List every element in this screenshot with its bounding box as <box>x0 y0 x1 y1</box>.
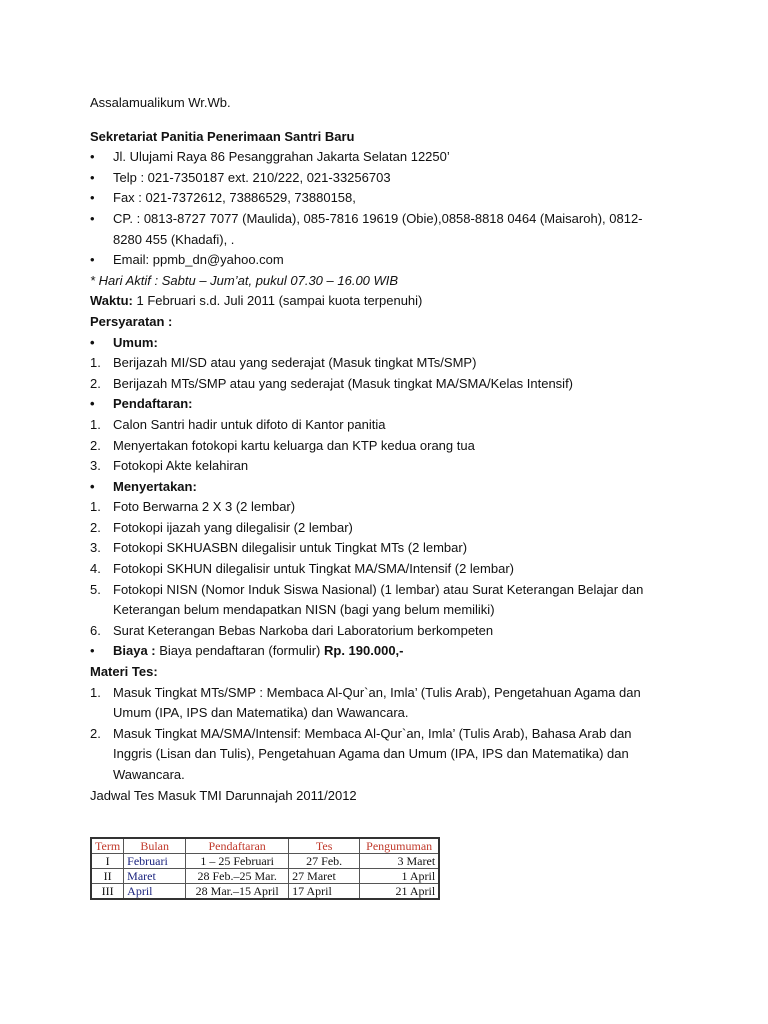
list-item-continued: Keterangan belum mendapatkan NISN (bagi yang belum memiliki) <box>113 602 495 618</box>
list-item: 2. Berijazah MTs/SMP atau yang sederajat (Masuk tingkat MA/SMA/Kelas Intensif) <box>90 375 574 391</box>
list-item-continued: Inggris (Lisan dan Tulis), Pengetahuan Agama dan Umum (IPA, IPS dan Matematika) dan <box>113 746 629 762</box>
schedule-table <box>90 837 440 900</box>
contact-person-continued: 8280 455 (Khadafi), . <box>113 231 235 247</box>
persyaratan-heading: Persyaratan : <box>90 313 173 329</box>
email-item: • Email: ppmb_dn@yahoo.com <box>90 250 670 271</box>
list-item: 3. Fotokopi Akte kelahiran <box>90 458 249 474</box>
schedule-title: Jadwal Tes Masuk TMI Darunnajah 2011/2012 <box>90 787 357 803</box>
list-item: 6. Surat Keterangan Bebas Narkoba dari Laboratorium berkompeten <box>90 622 494 638</box>
fax-item: • Fax : 021-7372612, 73886529, 73880158, <box>90 188 670 209</box>
biaya-label: Biaya : <box>113 643 156 659</box>
document-body <box>90 93 670 806</box>
greeting: Assalamualikum Wr.Wb. <box>90 95 231 110</box>
header-bulan: Bulan <box>124 838 186 854</box>
list-item: 1. Foto Berwarna 2 X 3 (2 lembar) <box>90 499 296 515</box>
list-item: 2. Masuk Tingkat MA/SMA/Intensif: Membaca Al-Qur`an, Imla’ (Tulis Arab), Bahasa Arab dan <box>90 725 632 741</box>
secretariat-heading: Sekretariat Panitia Penerimaan Santri Baru <box>90 128 355 144</box>
table-row: II Maret 28 Feb.–25 Mar. 27 Maret 1 April <box>91 869 439 884</box>
table-row: I Februari 1 – 25 Februari 27 Feb. 3 Maret <box>91 854 439 869</box>
waktu-value: 1 Februari s.d. Juli 2011 (sampai kuota terpenuhi) <box>132 293 423 309</box>
waktu-label: Waktu: <box>90 293 133 309</box>
list-item: 4. Fotokopi SKHUN dilegalisir untuk Tingkat MA/SMA/Intensif (2 lembar) <box>90 561 514 577</box>
materi-heading: Materi Tes: <box>90 664 158 680</box>
pendaftaran-heading: • Pendaftaran: <box>90 394 670 415</box>
list-item: 1. Berijazah MI/SD atau yang sederajat (Masuk tingkat MTs/SMP) <box>90 355 477 371</box>
waktu-line <box>90 291 670 312</box>
menyertakan-heading: • Menyertakan: <box>90 477 670 498</box>
table-header-row <box>91 838 439 854</box>
phone-item: • Telp : 021-7350187 ext. 210/222, 021-33256703 <box>90 168 670 189</box>
list-item-continued: Umum (IPA, IPS dan Matematika) dan Wawancara. <box>113 705 409 721</box>
biaya-text: Biaya pendaftaran (formulir) <box>155 643 324 659</box>
header-pengumuman: Pengumuman <box>360 838 440 854</box>
biaya-line <box>90 641 670 662</box>
table-row: III April 28 Mar.–15 April 17 April 21 April <box>91 884 439 900</box>
header-pendaftaran: Pendaftaran <box>186 838 289 854</box>
contact-person-item: • CP. : 0813-8727 7077 (Maulida), 085-7816 19619 (Obie),0858-8818 0464 (Maisaroh), 0812- <box>90 209 670 230</box>
umum-heading: • Umum: <box>90 333 670 354</box>
header-tes: Tes <box>289 838 360 854</box>
list-item: 1. Calon Santri hadir untuk difoto di Kantor panitia <box>90 416 386 432</box>
address-item: • Jl. Ulujami Raya 86 Pesanggrahan Jakarta Selatan 12250’ <box>90 147 670 168</box>
list-item: 5. Fotokopi NISN (Nomor Induk Siswa Nasional) (1 lembar) atau Surat Keterangan Belajar dan <box>90 581 644 597</box>
list-item: 2. Menyertakan fotokopi kartu keluarga dan KTP kedua orang tua <box>90 437 475 453</box>
active-hours: * Hari Aktif : Sabtu – Jum’at, pukul 07.30 – 16.00 WIB <box>90 272 399 288</box>
list-item: 1. Masuk Tingkat MTs/SMP : Membaca Al-Qur`an, Imla’ (Tulis Arab), Pengetahuan Agama dan <box>90 684 641 700</box>
list-item: 3. Fotokopi SKHUASBN dilegalisir untuk Tingkat MTs (2 lembar) <box>90 540 468 556</box>
list-item-continued: Wawancara. <box>113 767 185 782</box>
header-term: Term <box>91 838 124 854</box>
list-item: 2. Fotokopi ijazah yang dilegalisir (2 lembar) <box>90 519 353 535</box>
biaya-amount: Rp. 190.000,- <box>324 643 404 659</box>
